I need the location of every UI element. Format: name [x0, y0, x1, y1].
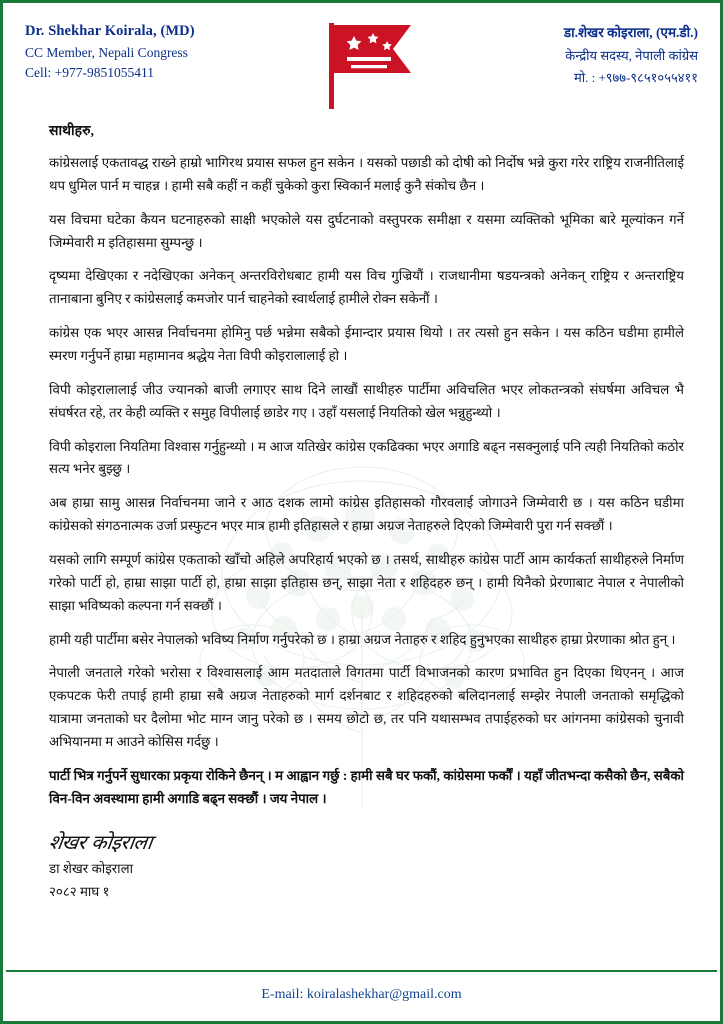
paragraph: हामी यही पार्टीमा बसेर नेपालको भविष्य निर्माण गर्नुपरेको छ । हाम्रा अग्रज नेताहरु र शहिद हुनुभएका साथीहरु हाम्रा प्रेरणाका श्रोत हुन् ।: [49, 631, 676, 647]
doctor-name-np: डा.शेखर कोइराला, (एम.डी.): [563, 25, 698, 40]
doctor-role-en: CC Member, Nepali Congress: [25, 45, 188, 60]
paragraph: यसको लागि सम्पूर्ण कांग्रेस एकताको खाँचो अहिले अपरिहार्य भएको छ । तसर्थ, साथीहरु कांग्रेस पार्टी आम कार्यकर्ता साथीहरुले निर्माण गरेको पार्टी हो, हाम्रा साझा पार्टी हो, हाम्रा साझा इतिहास छन्, साझा नेता र शहिदहरु छन् । हामी यिनैको प्रेरणाबाट नेपाल र नेपालीको साझा भविष्यको कल्पना गर्न सक्छौं ।: [49, 552, 684, 613]
paragraph: यस विचमा घटेका कैयन घटनाहरुको साक्षी भएकोले यस दुर्घटनाको वस्तुपरक समीक्षा र यसमा व्यक्तिको भूमिका बारे मूल्यांकन गर्ने जिम्मेवारी म इतिहासमा सुम्पन्छु ।: [49, 211, 684, 250]
letterhead: [3, 3, 720, 103]
handwritten-signature: शेखर कोइराला: [47, 829, 154, 854]
paragraph: कांग्रेसलाई एकतावद्ध राख्ने हाम्रो भागिरथ प्रयास सफल हुन सकेन । यसको पछाडी को दोषी को निर्दोष भन्ने कुरा गरेर राष्ट्रिय राजनीतिलाई थप धुमिल पार्न म चाहन्न । हामी सबै कहीं न कहीं चुकेको कुरा स्विकार्न मलाई कुनै संकोच छैन ।: [49, 155, 684, 193]
letterhead-right: [433, 17, 698, 90]
salutation: साथीहरु,: [49, 124, 94, 139]
footer-email[interactable]: E-mail: koiralashekhar@gmail.com: [261, 987, 462, 1002]
paragraph: कांग्रेस एक भएर आसन्न निर्वाचनमा होमिनु पर्छ भन्नेमा सबैको ईमान्दार प्रयास थियो । तर त्यसो हुन सकेन । यस कठिन घडीमा हामीले स्मरण गर्नुपर्ने हाम्रा महामानव श्रद्धेय नेता विपी कोइरालालाई हो ।: [49, 325, 684, 364]
footer: [6, 970, 717, 1018]
nepali-congress-flag-icon: [307, 19, 417, 111]
signature-date: २०८२ माघ १: [49, 883, 110, 899]
closing-statement: पार्टी भित्र गर्नुपर्ने सुधारका प्रकृया रोकिने छैनन् । म आह्वान गर्छु : हामी सबै घर फकौं, कांग्रेसमा फर्कौं । यहाँ जीतभन्दा कसैको छैन, सबैको विन-विन अवस्थामा हामी अगाडि बढ्न सक्छौं । जय नेपाल ।: [49, 767, 684, 806]
flag-container: [302, 17, 422, 111]
letterhead-left: [25, 17, 290, 85]
paragraph: दृष्यमा देखिएका र नदेखिएका अनेकन् अन्तरविरोधबाट हामी यस विच गुज्रियौं । राजधानीमा षडयन्त्रको अनेकन् राष्ट्रिय र अन्तराष्ट्रिय तानाबाना बुनिए र कांग्रेसलाई कमजोर पार्न चाहनेको स्वार्थलाई हामीले रोक्न सकेनौं ।: [49, 268, 684, 307]
signature-block: [3, 822, 720, 900]
doctor-cell-np: मो. : +९७७-९८५१०५५४११: [573, 70, 698, 85]
doctor-cell-en: Cell: +977-9851055411: [25, 65, 154, 80]
signatory-name: डा शेखर कोइराला: [49, 860, 134, 876]
paragraph: विपी कोइरालालाई जीउ ज्यानको बाजी लगाएर साथ दिने लाखौं साथीहरु पार्टीमा अविचलित भएर लोकतन्त्रको संघर्षमा अविचल भै संघर्षरत रहे, तर केही व्यक्ति र समुह विपीलाई छाडेर गए । उहाँ यसलाई नियतिको खेल भन्नुहुन्थ्यो ।: [49, 381, 684, 420]
doctor-role-np: केन्द्रीय सदस्य, नेपाली कांग्रेस: [565, 48, 698, 63]
paragraph: विपी कोइराला नियतिमा विश्वास गर्नुहुन्थ्यो । म आज यतिखेर कांग्रेस एकढिक्का भएर अगाडि बढ्न नसक्नुलाई पनि त्यही नियतिको कठोर सत्य भनेर बुझ्छु ।: [49, 438, 684, 477]
paragraph: नेपाली जनताले गरेको भरोसा र विश्वासलाई आम मतदाताले विगतमा पार्टी विभाजनको कारण प्रभावित हुन दिएका थिएनन् । आज एकपटक फेरी तपाई हामी हाम्रा सबै अग्रज नेताहरुको मार्ग दर्शनबाट र शहिदहरुको बलिदानलाई सम्झेर नेपाली जनताको समृद्धिको यात्रामा जनताको घर दैलोमा भोट माग्न जानु परेको छ । समय छोटो छ, तर पनि यथासम्भव तपाईहरुको घर आंगनमा कांग्रेसको चुनावी अभियानमा म आउने कोसिस गर्दछु ।: [49, 665, 684, 750]
paragraph: अब हाम्रा सामु आसन्न निर्वाचनमा जाने र आठ दशक लामो कांग्रेस इतिहासको गौरवलाई जोगाउने जिम्मेवारी छ । यस कठिन घडीमा कांग्रेसको संगठनात्मक उर्जा प्रस्फुटन भएर मात्र हामी इतिहासले र हाम्रा अग्रज नेताहरुले दिएको जिम्मेवारी पुरा गर्न सक्छौं ।: [49, 495, 684, 534]
letter-body: [3, 103, 720, 811]
doctor-name-en: Dr. Shekhar Koirala, (MD): [25, 23, 195, 39]
